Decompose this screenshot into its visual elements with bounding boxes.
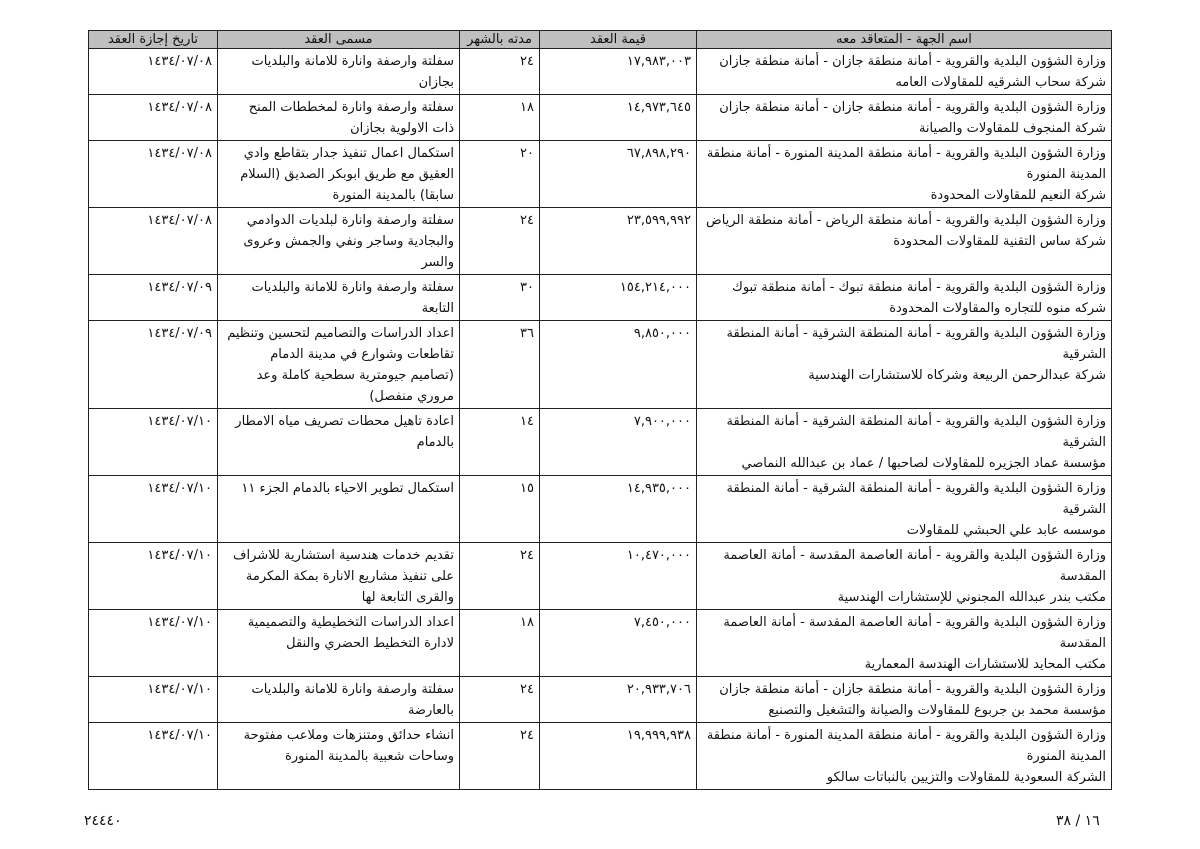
duration-cell: ٢٤ <box>460 677 540 723</box>
entity-line: المقدسة <box>1059 636 1106 651</box>
contract-value-cell: ٩,٨٥٠,٠٠٠ <box>540 321 697 409</box>
table-row <box>89 677 1112 723</box>
entity-line: وزارة الشؤون البلدية والقروية - أمانة منطقة المدينة المنورة - أمانة منطقة <box>706 728 1106 743</box>
approval-date-cell: ١٤٣٤/٠٧/٠٨ <box>89 141 218 208</box>
entity-cell <box>697 49 1112 95</box>
contract-name-cell: استكمال اعمال تنفيذ جدار بتقاطع وادي العقيق مع طريق ابوبكر الصديق (السلام سابقا) بالمدينة المنورة <box>218 141 460 208</box>
entity-cell <box>697 610 1112 677</box>
header-duration: مدته بالشهر <box>460 31 540 49</box>
entity-line: وزارة الشؤون البلدية والقروية - أمانة المنطقة الشرقية - أمانة المنطقة <box>726 326 1106 341</box>
entity-line: وزارة الشؤون البلدية والقروية - أمانة منطقة جازان - أمانة منطقة جازان <box>719 100 1106 115</box>
approval-date-cell: ١٤٣٤/٠٧/١٠ <box>89 543 218 610</box>
duration-cell: ١٥ <box>460 476 540 543</box>
approval-date-cell: ١٤٣٤/٠٧/٠٨ <box>89 49 218 95</box>
entity-line: وزارة الشؤون البلدية والقروية - أمانة العاصمة المقدسة - أمانة العاصمة <box>723 548 1106 563</box>
table-header-row <box>89 31 1112 49</box>
entity-line: المدينة المنورة <box>1026 749 1106 764</box>
entity-line: وزارة الشؤون البلدية والقروية - أمانة منطقة تبوك - أمانة منطقة تبوك <box>732 280 1106 295</box>
contract-name-cell: سفلتة وارصفة وانارة للامانة والبلديات بجازان <box>218 49 460 95</box>
entity-line: الشرقية <box>1062 435 1106 450</box>
entity-cell <box>697 409 1112 476</box>
table-body <box>89 49 1112 790</box>
entity-line: الشركة السعودية للمقاولات والتزيين بالنباتات سالكو <box>826 770 1106 785</box>
entity-cell <box>697 95 1112 141</box>
table-row <box>89 49 1112 95</box>
duration-cell: ٣٦ <box>460 321 540 409</box>
approval-date-cell: ١٤٣٤/٠٧/١٠ <box>89 723 218 790</box>
entity-cell <box>697 321 1112 409</box>
entity-line: وزارة الشؤون البلدية والقروية - أمانة منطقة جازان - أمانة منطقة جازان <box>719 54 1106 69</box>
contract-name-cell: سفلتة وارصفة وانارة لبلديات الدوادمي والبجادية وساجر ونفي والجمش وعروى والسر <box>218 208 460 275</box>
entity-line: وزارة الشؤون البلدية والقروية - أمانة المنطقة الشرقية - أمانة المنطقة <box>726 414 1106 429</box>
header-entity: اسم الجهة - المتعاقد معه <box>697 31 1112 49</box>
entity-line: وزارة الشؤون البلدية والقروية - أمانة المنطقة الشرقية - أمانة المنطقة <box>726 481 1106 496</box>
table-row <box>89 141 1112 208</box>
approval-date-cell: ١٤٣٤/٠٧/١٠ <box>89 610 218 677</box>
entity-line: شركة عبدالرحمن الربيعة وشركاه للاستشارات الهندسية <box>808 368 1106 383</box>
header-value: قيمة العقد <box>540 31 697 49</box>
duration-cell: ٢٤ <box>460 208 540 275</box>
entity-line: شركه منوه للتجاره والمقاولات المحدودة <box>889 301 1106 316</box>
contract-name-cell: اعداد الدراسات والتصاميم لتحسين وتنظيم تقاطعات وشوارع في مدينة الدمام (تصاميم جيومترية سطحية كاملة وعد مروري منفصل) <box>218 321 460 409</box>
contract-value-cell: ١٧,٩٨٣,٠٠٣ <box>540 49 697 95</box>
table-row <box>89 95 1112 141</box>
approval-date-cell: ١٤٣٤/٠٧/٠٩ <box>89 321 218 409</box>
table-row <box>89 476 1112 543</box>
approval-date-cell: ١٤٣٤/٠٧/١٠ <box>89 677 218 723</box>
duration-cell: ١٤ <box>460 409 540 476</box>
duration-cell: ٢٠ <box>460 141 540 208</box>
table-row <box>89 321 1112 409</box>
entity-line: شركة ساس التقنية للمقاولات المحدودة <box>893 234 1106 249</box>
contract-value-cell: ٧,٩٠٠,٠٠٠ <box>540 409 697 476</box>
entity-cell <box>697 476 1112 543</box>
contract-value-cell: ١٠,٤٧٠,٠٠٠ <box>540 543 697 610</box>
entity-cell <box>697 723 1112 790</box>
entity-line: وزارة الشؤون البلدية والقروية - أمانة العاصمة المقدسة - أمانة العاصمة <box>723 615 1106 630</box>
entity-cell <box>697 543 1112 610</box>
duration-cell: ٢٤ <box>460 49 540 95</box>
entity-line: موسسه عابد علي الحبشي للمقاولات <box>906 523 1106 538</box>
entity-line: مؤسسة عماد الجزيره للمقاولات لصاحبها / عماد بن عبدالله النماصي <box>741 456 1106 471</box>
contract-name-cell: انشاء حدائق ومتنزهات وملاعب مفتوحة وساحات شعبية بالمدينة المنورة <box>218 723 460 790</box>
contracts-table <box>88 30 1112 790</box>
duration-cell: ٣٠ <box>460 275 540 321</box>
contract-value-cell: ٢٠,٩٣٣,٧٠٦ <box>540 677 697 723</box>
contract-name-cell: تقديم خدمات هندسية استشارية للاشراف على تنفيذ مشاريع الانارة بمكة المكرمة والقرى التابعة لها <box>218 543 460 610</box>
approval-date-cell: ١٤٣٤/٠٧/١٠ <box>89 409 218 476</box>
entity-line: الشرقية <box>1062 502 1106 517</box>
contract-name-cell: اعادة تاهيل محطات تصريف مياه الامطار بالدمام <box>218 409 460 476</box>
entity-line: شركة المنجوف للمقاولات والصيانة <box>918 121 1106 136</box>
entity-cell <box>697 208 1112 275</box>
duration-cell: ٢٤ <box>460 543 540 610</box>
duration-cell: ٢٤ <box>460 723 540 790</box>
page-number: ١٦ / ٣٨ <box>1056 813 1100 829</box>
contract-name-cell: سفلتة وارصفة وانارة للامانة والبلديات بالعارضة <box>218 677 460 723</box>
entity-line: شركة سحاب الشرقيه للمقاولات العامه <box>895 75 1106 90</box>
entity-line: وزارة الشؤون البلدية والقروية - أمانة منطقة المدينة المنورة - أمانة منطقة <box>706 146 1106 161</box>
contract-name-cell: سفلتة وارصفة وانارة للامانة والبلديات التابعة <box>218 275 460 321</box>
entity-line: المقدسة <box>1059 569 1106 584</box>
contract-value-cell: ١٥٤,٢١٤,٠٠٠ <box>540 275 697 321</box>
table-row <box>89 275 1112 321</box>
document-number: ٢٤٤٤٠ <box>84 813 122 829</box>
header-date: تاريخ إجازة العقد <box>89 31 218 49</box>
contract-value-cell: ١٤,٩٧٣,٦٤٥ <box>540 95 697 141</box>
approval-date-cell: ١٤٣٤/٠٧/١٠ <box>89 476 218 543</box>
entity-line: المدينة المنورة <box>1026 167 1106 182</box>
table-row <box>89 723 1112 790</box>
entity-line: وزارة الشؤون البلدية والقروية - أمانة منطقة جازان - أمانة منطقة جازان <box>719 682 1106 697</box>
table-row <box>89 543 1112 610</box>
entity-cell <box>697 275 1112 321</box>
entity-cell <box>697 141 1112 208</box>
approval-date-cell: ١٤٣٤/٠٧/٠٨ <box>89 208 218 275</box>
entity-line: الشرقية <box>1062 347 1106 362</box>
table-row <box>89 208 1112 275</box>
table-row <box>89 409 1112 476</box>
table-row <box>89 610 1112 677</box>
entity-line: وزارة الشؤون البلدية والقروية - أمانة منطقة الرياض - أمانة منطقة الرياض <box>705 213 1106 228</box>
contract-value-cell: ١٩,٩٩٩,٩٣٨ <box>540 723 697 790</box>
contract-value-cell: ١٤,٩٣٥,٠٠٠ <box>540 476 697 543</box>
duration-cell: ١٨ <box>460 95 540 141</box>
entity-line: شركة النعيم للمقاولات المحدودة <box>930 188 1106 203</box>
contract-value-cell: ٦٧,٨٩٨,٢٩٠ <box>540 141 697 208</box>
entity-line: مكتب المحايد للاستشارات الهندسة المعمارية <box>864 657 1106 672</box>
approval-date-cell: ١٤٣٤/٠٧/٠٨ <box>89 95 218 141</box>
entity-line: مؤسسة محمد بن جربوع للمقاولات والصيانة والتشغيل والتصنيع <box>768 703 1106 718</box>
contract-name-cell: اعداد الدراسات التخطيطية والتصميمية لادارة التخطيط الحضري والنقل <box>218 610 460 677</box>
contract-name-cell: سفلتة وارصفة وانارة لمخططات المنح ذات الاولوية بجازان <box>218 95 460 141</box>
contract-value-cell: ٧,٤٥٠,٠٠٠ <box>540 610 697 677</box>
contract-name-cell: استكمال تطوير الاحياء بالدمام الجزء ١١ <box>218 476 460 543</box>
entity-line: مكتب بندر عبدالله المجنوني للإستشارات الهندسية <box>837 590 1106 605</box>
entity-cell <box>697 677 1112 723</box>
contract-value-cell: ٢٣,٥٩٩,٩٩٢ <box>540 208 697 275</box>
duration-cell: ١٨ <box>460 610 540 677</box>
header-contract-name: مسمى العقد <box>218 31 460 49</box>
approval-date-cell: ١٤٣٤/٠٧/٠٩ <box>89 275 218 321</box>
